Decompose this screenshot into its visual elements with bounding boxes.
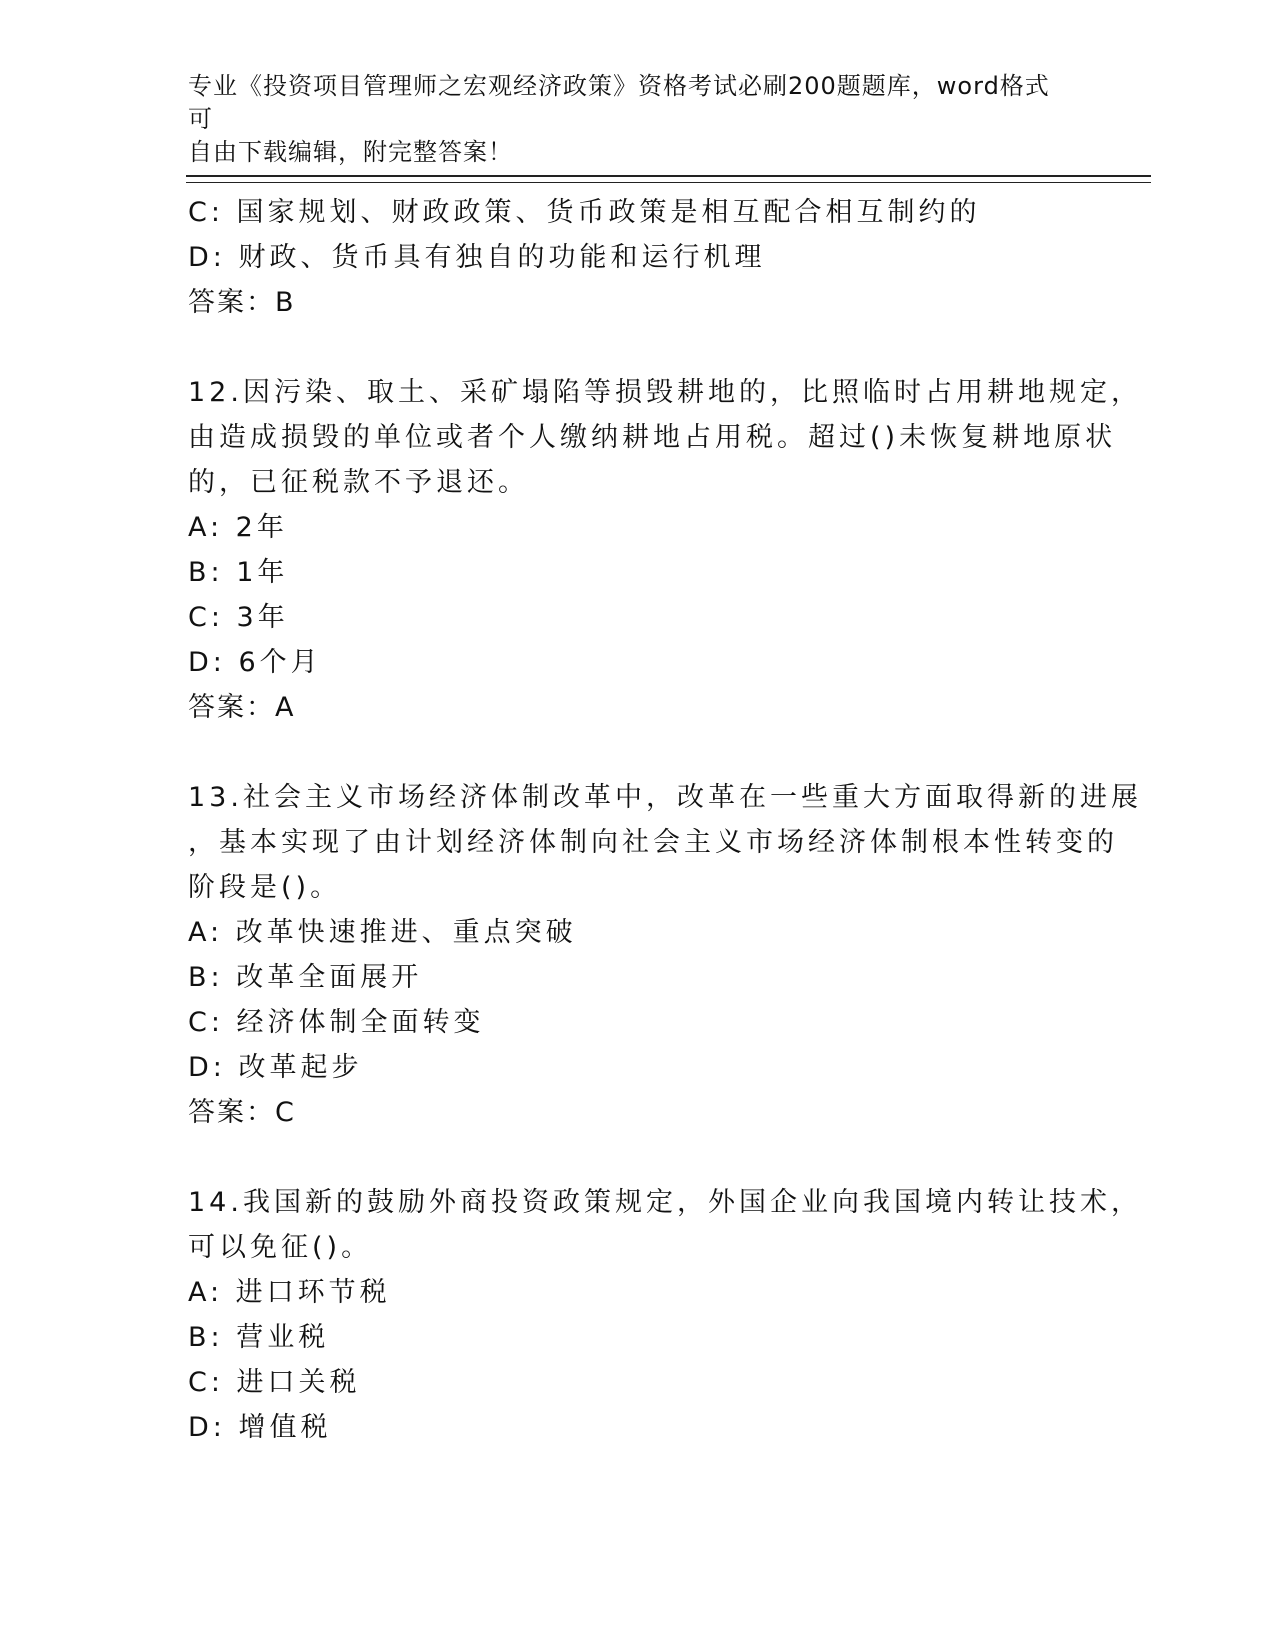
option-d: D: 改革起步: [188, 1052, 363, 1083]
spacer: [188, 1135, 1088, 1180]
answer-line: 答案：B: [188, 287, 296, 318]
header-rule-thin: [186, 182, 1151, 183]
option-a: A: 改革快速推进、重点突破: [188, 917, 577, 948]
question-text-line: 由造成损毁的单位或者个人缴纳耕地占用税。超过()未恢复耕地原状: [188, 422, 1117, 453]
question-12: [188, 370, 1142, 730]
header-rule-thick: [186, 175, 1151, 177]
question-13: [188, 775, 1142, 1135]
question-text-line: 可以免征()。: [188, 1232, 373, 1263]
header-line-2: 自由下载编辑，附完整答案！: [188, 138, 513, 166]
option-b: B: 改革全面展开: [188, 962, 423, 993]
option-d: D: 6个月: [188, 647, 322, 678]
option-c: C: 经济体制全面转变: [188, 1007, 485, 1038]
document-body: [188, 190, 1142, 1450]
option-d: D: 增值税: [188, 1412, 332, 1443]
document-header: [188, 70, 1068, 169]
question-text-line: ，基本实现了由计划经济体制向社会主义市场经济体制根本性转变的: [188, 827, 1118, 858]
question-text-line: 阶段是()。: [188, 872, 342, 903]
question-text-line: 12.因污染、取土、采矿塌陷等损毁耕地的，比照临时占用耕地规定，: [188, 377, 1142, 408]
question-text-line: 的，已征税款不予退还。: [188, 467, 529, 498]
spacer: [188, 730, 1088, 775]
question-text-line: 13.社会主义市场经济体制改革中，改革在一些重大方面取得新的进展: [188, 782, 1142, 813]
option-c: C: 3年: [188, 602, 289, 633]
option-b: B: 1年: [188, 557, 289, 588]
option-c: C: 进口关税: [188, 1367, 361, 1398]
question-14: [188, 1180, 1142, 1450]
option-b: B: 营业税: [188, 1322, 330, 1353]
header-line-1: 专业《投资项目管理师之宏观经济政策》资格考试必刷200题题库，word格式可: [188, 72, 1050, 133]
question-text-line: 14.我国新的鼓励外商投资政策规定，外国企业向我国境内转让技术，: [188, 1187, 1142, 1218]
spacer: [188, 325, 1088, 370]
option-a: A: 2年: [188, 512, 288, 543]
answer-line: 答案：C: [188, 1097, 296, 1128]
answer-line: 答案：A: [188, 692, 296, 723]
option-a: A: 进口环节税: [188, 1277, 391, 1308]
option-d: D: 财政、货币具有独自的功能和运行机理: [188, 242, 766, 273]
option-c: C: 国家规划、财政政策、货币政策是相互配合相互制约的: [188, 197, 981, 228]
partial-question-11: [188, 190, 1088, 325]
